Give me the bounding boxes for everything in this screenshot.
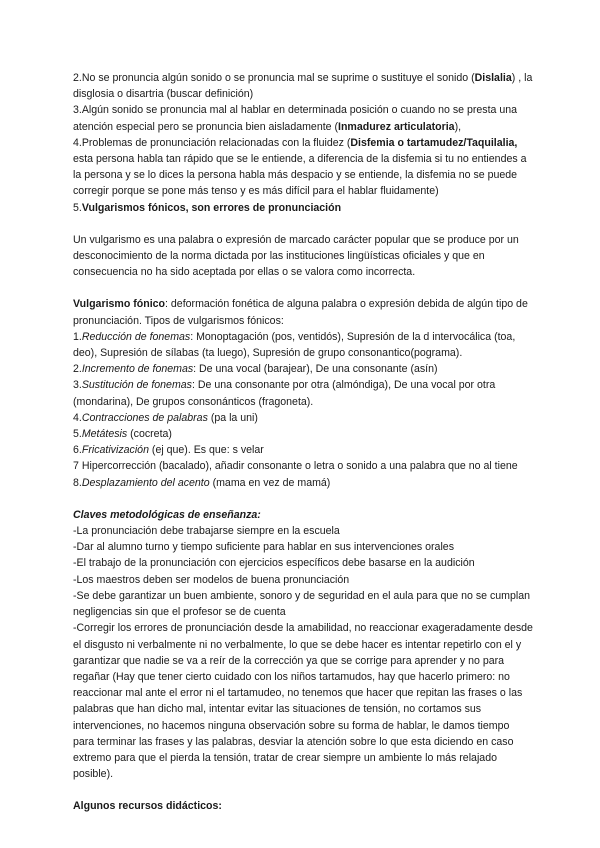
claves-item: -La pronunciación debe trabajarse siempre en la escuela: [73, 525, 340, 538]
vulgarismo-type: 1.Reducción de fonemas: Monoptagación (pos, ventidós), Supresión de la d intervocálica (toa, deo), Supresión de sílabas (ta luego), Supresión de grupo consonantico(pograma).: [73, 330, 516, 360]
vulgarismo-type: 3.Sustitución de fonemas: De una consonante por otra (almóndiga), De una vocal por otra (mondarina), De grupos consonánticos (fragoneta).: [73, 379, 496, 408]
vulgarismo-definition: Vulgarismo fónico: deformación fonética de alguna palabra o expresión debida de algún tipo de pronunciación. Tipos de vulgarismos fónicos:: [73, 298, 528, 327]
vulgarismo-type: 6.Fricativización (ej que). Es que: s velar: [73, 444, 264, 457]
term-dislalia: Dislalia: [474, 72, 512, 84]
claves-item: -Se debe garantizar un buen ambiente, sonoro y de seguridad en el aula para que no se cumplan negligencias sin que el profesor se de cuenta: [73, 589, 531, 619]
list-item-3: 3.Algún sonido se pronuncia mal al hablar en determinada posición o cuando no se presta una atención especial pero se pronuncia bien aisladamente (Inmadurez articulatoria),: [73, 104, 518, 133]
claves-heading: Claves metodológicas de enseñanza:: [73, 508, 261, 521]
vulgarismo-heading: Vulgarismo fónico: [73, 298, 166, 311]
term-disfemia: Disfemia o tartamudez/Taquilalia,: [350, 136, 518, 149]
vulgarismo-type: 4.Contracciones de palabras (pa la uni): [73, 411, 258, 424]
term-vulgarismos: Vulgarismos fónicos, son errores de pronunciación: [81, 201, 342, 214]
list-item-5: 5.Vulgarismos fónicos, son errores de pronunciación: [73, 201, 342, 214]
vulgarismo-type: 8.Desplazamiento del acento (mama en vez de mamá): [73, 476, 331, 489]
list-item-2: 2.No se pronuncia algún sonido o se pronuncia mal se suprime o sustituye el sonido (Dislalia) , la disglosia o disartria (buscar definición): [73, 72, 533, 101]
vulgarismo-type: 5.Metátesis (cocreta): [73, 428, 172, 441]
claves-item: -Los maestros deben ser modelos de buena pronunciación: [73, 573, 350, 586]
vulgarismo-type: 7 Hipercorrección (bacalado), añadir consonante o letra o sonido a una palabra que no al tiene: [73, 460, 518, 473]
vulgarismo-type: 2.Incremento de fonemas: De una vocal (barajear), De una consonante (asín): [73, 363, 438, 376]
document-page: [73, 70, 533, 815]
recursos-heading: Algunos recursos didácticos:: [73, 800, 222, 813]
intro-paragraph: Un vulgarismo es una palabra o expresión de marcado carácter popular que se produce por un desconocimiento de la norma dictada por las instituciones lingüísticas oficiales y que en consecuencia no ha sido aceptada por ellas o se valora como incorrecta.: [73, 233, 519, 279]
claves-item: -Dar al alumno turno y tiempo suficiente para hablar en sus intervenciones orales: [73, 541, 454, 554]
claves-item: -El trabajo de la pronunciación con ejercicios específicos debe basarse en la audición: [73, 557, 475, 570]
list-item-4: 4.Problemas de pronunciación relacionadas con la fluidez (Disfemia o tartamudez/Taquilalia, esta persona habla tan rápido que se le entiende, a diferencia de la disfemia si tu no entiendes a la persona y se lo dices la persona habla más despacio y se entiende, la disfemia no se puede corregir porque se pone más tenso y es más difícil para el hablar fluidamente): [73, 136, 527, 198]
claves-item: -Corregir los errores de pronunciación desde la amabilidad, no reaccionar exageradamente desde el disgusto ni verbalmente ni no verbalmente, lo que se debe hacer es intentar repetirlo con el y garantizar que nadie se va a reír de la corrección ya que se corrige para aprender y no para regañar (Hay que tener cierto cuidado con los niños tartamudos, hay que hacerlo primero: no reaccionar mal ante el error ni el tartamudeo, no tenemos que hacer que repitan las frases o las palabras que han dicho mal, intentar evitar las situaciones de tensión, no cortamos sus intervenciones, no hacemos ninguna observación sobre su forma de hablar, le damos tiempo para terminar las frases y las palabras, desviar la atención sobre lo que esta diciendo en caso extremo para que el pierda la tensión, tratar de crear siempre un ambiente lo más relajado posible).: [73, 622, 533, 781]
term-inmadurez: Inmadurez articulatoria: [338, 120, 455, 133]
